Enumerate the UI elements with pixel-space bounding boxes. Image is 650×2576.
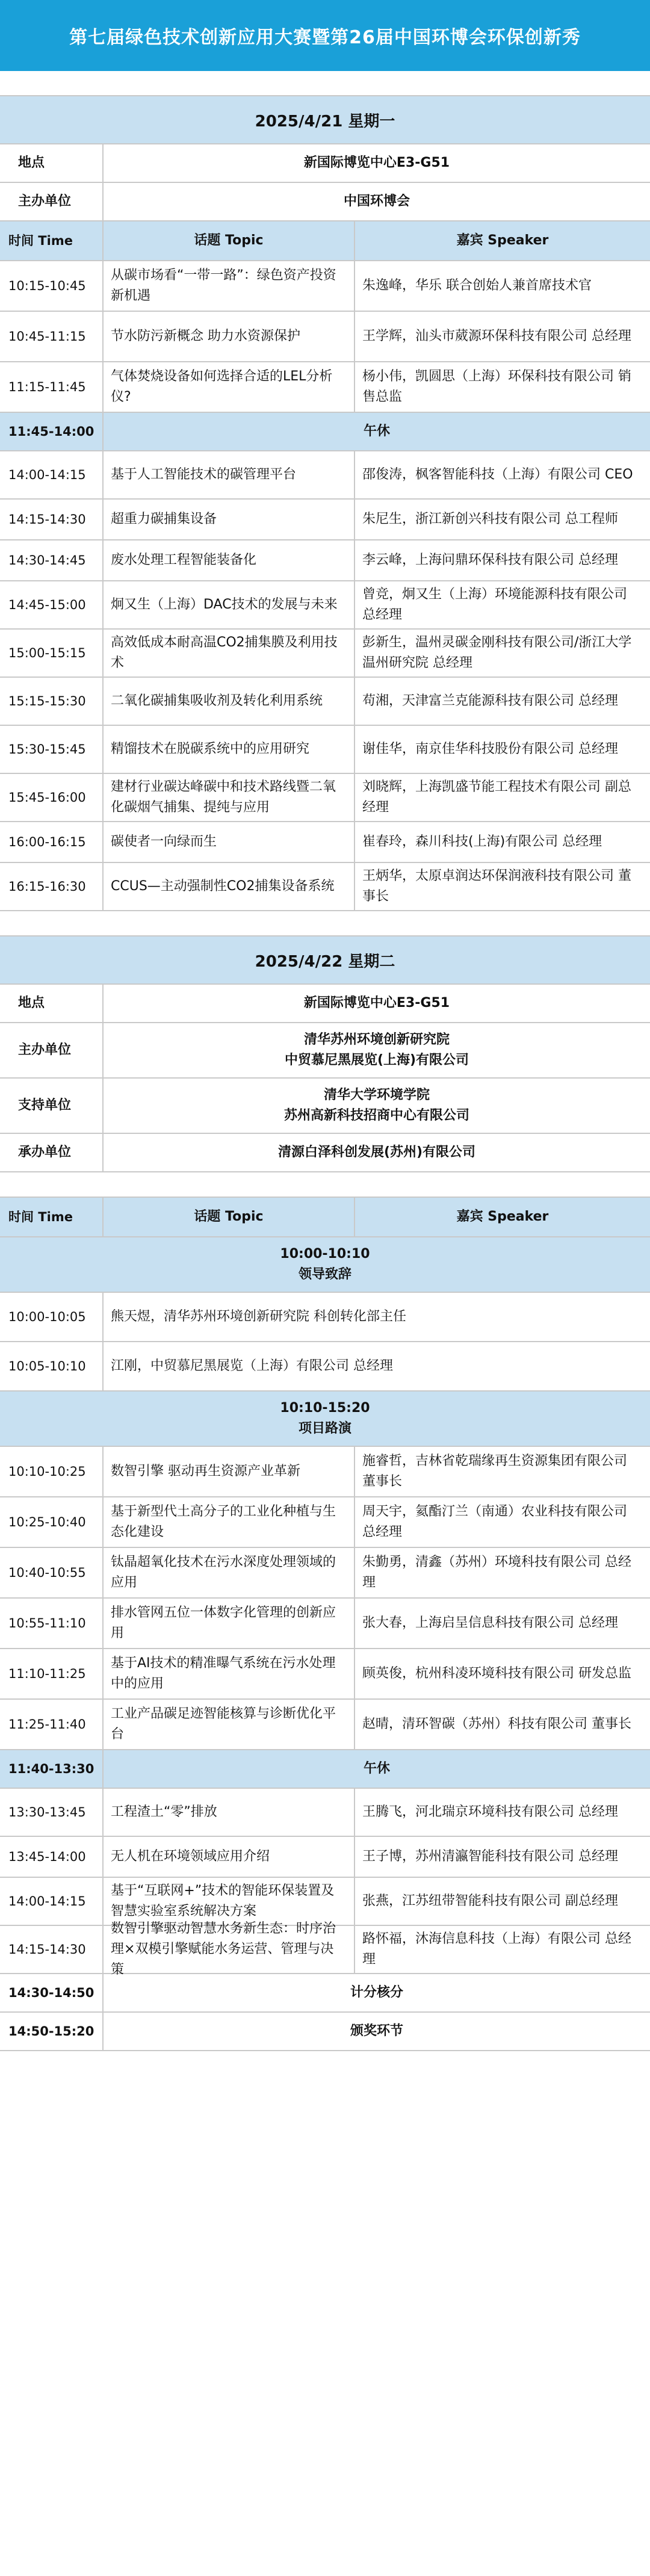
section-opening-row [0, 1237, 650, 1293]
session-time: 14:30-14:45 [0, 540, 104, 580]
speech-row-time: 10:05-10:10 [0, 1342, 104, 1390]
session-row [0, 540, 650, 581]
session-topic: CCUS—主动强制性CO2捕集设备系统 [104, 863, 355, 910]
session-speaker: 张大春，上海启呈信息科技有限公司 总经理 [362, 1615, 618, 1630]
session-row [0, 1837, 650, 1878]
session-row [0, 500, 650, 540]
session-time: 10:25-10:40 [0, 1497, 104, 1547]
session-speaker: 顾英俊，杭州科凌环境科技有限公司 研发总监 [362, 1666, 631, 1681]
lunch-time: 11:45-14:00 [0, 413, 104, 450]
session-topic: 碳使者一向绿而生 [104, 822, 355, 862]
section-opening-time: 10:00-10:10 [280, 1246, 370, 1262]
day1-sessions-pm [0, 451, 650, 911]
section-opening [0, 1237, 650, 1292]
day2-header-row [0, 1198, 650, 1237]
session-row [0, 1921, 650, 1977]
session-speaker: 崔春玲，森川科技(上海)有限公司 总经理 [362, 834, 602, 849]
session-time: 14:15-14:30 [0, 500, 104, 539]
session-speaker: 曾竞，炯又生（上海）环境能源科技有限公司 总经理 [362, 587, 628, 622]
session-row [0, 1649, 650, 1700]
lunch-time: 11:40-13:30 [0, 1750, 104, 1788]
session-speaker: 王腾飞，河北瑞京环境科技有限公司 总经理 [362, 1804, 618, 1819]
session-topic: 基于人工智能技术的碳管理平台 [104, 451, 355, 498]
session-row [0, 1700, 650, 1750]
session-topic: 基于AI技术的精准曝气系统在污水处理中的应用 [104, 1649, 355, 1698]
session-speaker: 施睿哲，吉林省乾瑞缘再生资源集团有限公司 董事长 [362, 1454, 628, 1489]
info-label: 地点 [0, 144, 104, 182]
session-speaker: 王学辉，汕头市葳源环保科技有限公司 总经理 [362, 329, 631, 344]
info-label: 承办单位 [0, 1134, 104, 1171]
section-roadshow-time: 10:10-15:20 [280, 1401, 370, 1416]
session-topic: 节水防污新概念 助力水资源保护 [104, 312, 355, 361]
session-time: 15:00-15:15 [0, 630, 104, 677]
session-time: 15:30-15:45 [0, 726, 104, 773]
session-speaker: 邵俊涛，枫客智能科技（上海）有限公司 CEO [362, 467, 633, 482]
session-speaker: 杨小伟，凯圆思（上海）环保科技有限公司 销售总监 [362, 369, 631, 404]
section-roadshow-row [0, 1392, 650, 1447]
session-time: 14:00-14:15 [0, 1878, 104, 1925]
session-row [0, 1789, 650, 1837]
session-topic: 数智引擎驱动智慧水务新生态：时序治理×双模引擎赋能水务运营、管理与决策 [104, 1926, 355, 1973]
session-row [0, 678, 650, 726]
session-speaker: 周天宇，氦酯汀兰（南通）农业科技有限公司 总经理 [362, 1504, 628, 1540]
session-topic: 数智引擎 驱动再生资源产业革新 [104, 1447, 355, 1496]
day1-section [0, 96, 650, 911]
session-speaker: 彭新生，温州灵碳金刚科技有限公司/浙江大学温州研究院 总经理 [362, 635, 632, 670]
session-topic: 钛晶超氧化技术在污水深度处理领域的应用 [104, 1548, 355, 1597]
day1-lunch-row [0, 413, 650, 451]
session-time: 16:00-16:15 [0, 822, 104, 862]
section-roadshow [0, 1392, 650, 1446]
spacer [0, 71, 650, 96]
session-time: 16:15-16:30 [0, 863, 104, 910]
session-time: 10:15-10:45 [0, 261, 104, 311]
speech-row [0, 1342, 650, 1392]
session-row [0, 1599, 650, 1649]
session-time: 14:00-14:15 [0, 451, 104, 498]
session-topic: 超重力碳捕集设备 [104, 500, 355, 539]
session-speaker: 赵晴，清环智碳（苏州）科技有限公司 董事长 [362, 1717, 631, 1732]
session-topic: 工业产品碳足迹智能核算与诊断优化平台 [104, 1700, 355, 1749]
session-topic: 从碳市场看“一带一路”：绿色资产投资新机遇 [104, 261, 355, 311]
session-row [0, 726, 650, 774]
info-label: 主办单位 [0, 183, 104, 220]
header-speaker: 嘉宾 Speaker [456, 1209, 549, 1224]
session-speaker: 苟湘，天津富兰克能源科技有限公司 总经理 [362, 693, 618, 708]
info-row [0, 183, 650, 221]
session-speaker: 朱勤勇，清鑫（苏州）环境科技有限公司 总经理 [362, 1555, 631, 1590]
session-time: 15:15-15:30 [0, 678, 104, 725]
day2-sessions-am [0, 1447, 650, 1750]
info-value: 清源白泽科创发展(苏州)有限公司 [277, 1145, 476, 1160]
session-row [0, 1447, 650, 1497]
session-topic: 二氧化碳捕集吸收剂及转化利用系统 [104, 678, 355, 725]
session-row [0, 1497, 650, 1548]
session-topic: 炯又生（上海）DAC技术的发展与未来 [104, 581, 355, 628]
session-speaker: 谢佳华，南京佳华科技股份有限公司 总经理 [362, 742, 618, 757]
info-value: 新国际博览中心E3-G51 [303, 155, 450, 170]
header-time: 时间 Time [0, 221, 104, 260]
info-value: 中国环博会 [343, 194, 410, 209]
session-topic: 建材行业碳达峰碳中和技术路线暨二氧化碳烟气捕集、提纯与应用 [104, 774, 355, 821]
session-topic: 工程渣土“零”排放 [104, 1789, 355, 1836]
info-label: 地点 [0, 985, 104, 1022]
day2-info [0, 985, 650, 1172]
info-value: 新国际博览中心E3-G51 [303, 995, 450, 1011]
header-time: 时间 Time [0, 1198, 104, 1236]
header-topic: 话题 Topic [104, 221, 355, 260]
page-title: 第七届绿色技术创新应用大赛暨第26届中国环博会环保创新秀 [0, 0, 650, 71]
info-label: 主办单位 [0, 1023, 104, 1077]
info-row [0, 1079, 650, 1134]
closing-row-text: 颁奖环节 [350, 2023, 403, 2039]
lunch-label: 午休 [363, 424, 390, 439]
session-row [0, 1548, 650, 1599]
session-topic: 高效低成本耐高温CO2捕集膜及利用技术 [104, 630, 355, 677]
section-roadshow-title: 项目路演 [298, 1421, 351, 1436]
lunch-label: 午休 [363, 1761, 390, 1776]
speech-row-text: 江刚，中贸慕尼黑展览（上海）有限公司 总经理 [111, 1358, 393, 1373]
session-time: 14:15-14:30 [0, 1926, 104, 1973]
session-speaker: 李云峰，上海问鼎环保科技有限公司 总经理 [362, 553, 618, 568]
session-row [0, 822, 650, 863]
session-time: 13:30-13:45 [0, 1789, 104, 1836]
session-topic: 基于“互联网+”技术的智能环保装置及智慧实验室系统解决方案 [104, 1878, 355, 1925]
day2-closing [0, 1974, 650, 2051]
info-label: 支持单位 [0, 1079, 104, 1133]
session-time: 10:55-11:10 [0, 1599, 104, 1648]
session-row [0, 362, 650, 413]
speech-row [0, 1293, 650, 1342]
day2-date: 2025/4/22 星期二 [0, 937, 650, 985]
session-speaker: 刘晓辉，上海凯盛节能工程技术有限公司 副总经理 [362, 779, 631, 815]
closing-row-time: 14:30-14:50 [0, 1974, 104, 2011]
session-topic: 无人机在环境领域应用介绍 [104, 1837, 355, 1877]
info-row [0, 144, 650, 183]
session-time: 10:45-11:15 [0, 312, 104, 361]
session-speaker: 王子博，苏州清瀛智能科技有限公司 总经理 [362, 1849, 618, 1864]
session-topic: 精馏技术在脱碳系统中的应用研究 [104, 726, 355, 773]
session-row [0, 774, 650, 822]
session-time: 13:45-14:00 [0, 1837, 104, 1877]
session-row [0, 863, 650, 911]
info-row [0, 985, 650, 1023]
session-row [0, 630, 650, 678]
session-row [0, 451, 650, 500]
info-value: 清华大学环境学院 苏州高新科技招商中心有限公司 [283, 1088, 469, 1123]
session-topic: 废水处理工程智能装备化 [104, 540, 355, 580]
session-time: 14:45-15:00 [0, 581, 104, 628]
session-time: 15:45-16:00 [0, 774, 104, 821]
session-time: 10:40-10:55 [0, 1548, 104, 1597]
session-topic: 气体焚烧设备如何选择合适的LEL分析仪? [104, 362, 355, 412]
session-row [0, 261, 650, 312]
session-speaker: 朱逸峰，华乐 联合创始人兼首席技术官 [362, 278, 592, 293]
session-speaker: 路怀福，沐海信息科技（上海）有限公司 总经理 [362, 1931, 631, 1967]
session-time: 11:10-11:25 [0, 1649, 104, 1698]
day2-section [0, 937, 650, 2051]
spacer [0, 1172, 650, 1198]
day2-speeches [0, 1293, 650, 1392]
section-opening-title: 领导致辞 [298, 1267, 351, 1282]
session-time: 11:15-11:45 [0, 362, 104, 412]
info-row [0, 1023, 650, 1079]
closing-row [0, 2013, 650, 2051]
header-topic: 话题 Topic [104, 1198, 355, 1236]
speech-row-time: 10:00-10:05 [0, 1293, 104, 1341]
day1-sessions-am [0, 261, 650, 413]
closing-row-text: 计分核分 [350, 1985, 403, 2000]
session-speaker: 朱尼生，浙江新创兴科技有限公司 总工程师 [362, 512, 618, 527]
speech-row-text: 熊天煜，清华苏州环境创新研究院 科创转化部主任 [111, 1309, 406, 1324]
day2-sessions-pm [0, 1789, 650, 1977]
day2-lunch-row [0, 1750, 650, 1789]
day1-info [0, 144, 650, 221]
session-time: 11:25-11:40 [0, 1700, 104, 1749]
session-speaker: 王炳华，太原卓润达环保润液科技有限公司 董事长 [362, 868, 631, 904]
session-topic: 基于新型代土高分子的工业化种植与生态化建设 [104, 1497, 355, 1547]
session-speaker: 张燕，江苏纽带智能科技有限公司 副总经理 [362, 1893, 618, 1909]
session-row [0, 581, 650, 630]
session-time: 10:10-10:25 [0, 1447, 104, 1496]
session-topic: 排水管网五位一体数字化管理的创新应用 [104, 1599, 355, 1648]
day1-date: 2025/4/21 星期一 [0, 96, 650, 144]
info-row [0, 1134, 650, 1172]
closing-row [0, 1974, 650, 2013]
day1-header-row [0, 221, 650, 261]
session-row [0, 312, 650, 362]
closing-row-time: 14:50-15:20 [0, 2013, 104, 2050]
spacer [0, 911, 650, 937]
header-speaker: 嘉宾 Speaker [456, 233, 549, 248]
info-value: 清华苏州环境创新研究院 中贸慕尼黑展览(上海)有限公司 [284, 1032, 469, 1068]
